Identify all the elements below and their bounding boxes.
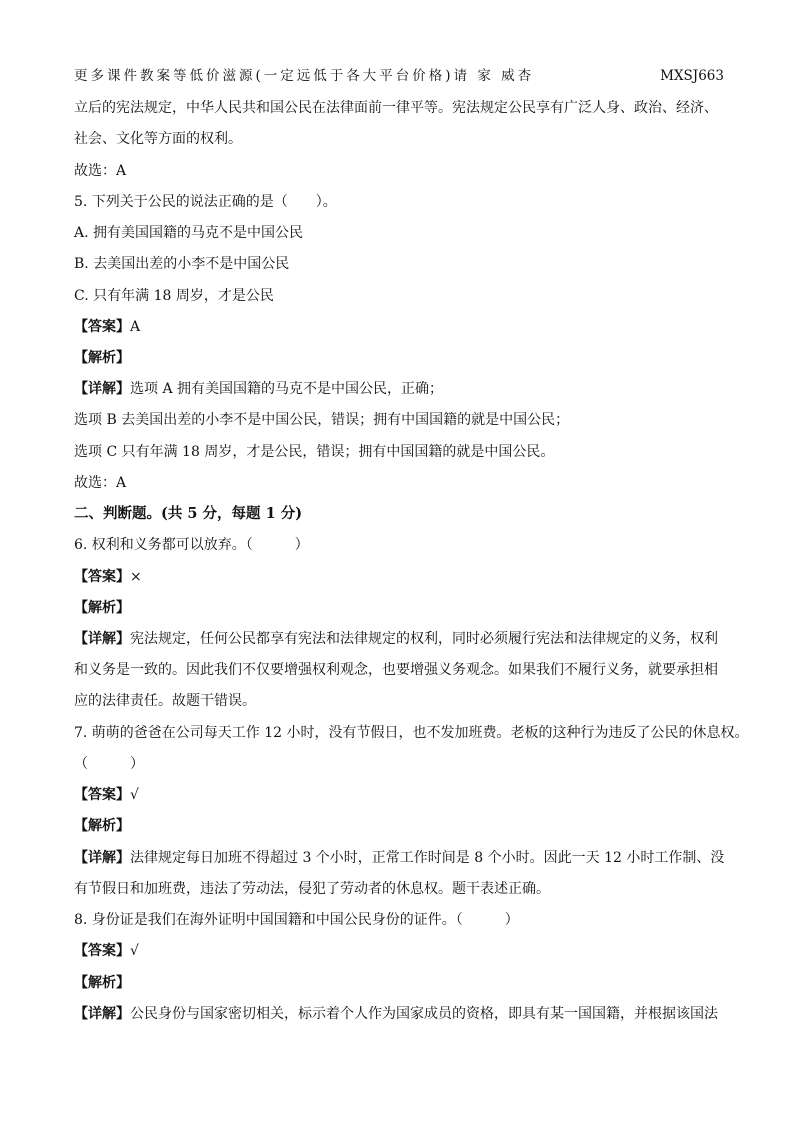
question-5: 5. 下列关于公民的说法正确的是（ ）。 (74, 194, 337, 210)
line-body: √ (130, 943, 139, 959)
text-line: 有节假日和加班费，违法了劳动法，侵犯了劳动者的休息权。题干表述正确。 (74, 881, 550, 897)
analysis-label (74, 598, 724, 618)
text-line: 立后的宪法规定，中华人民共和国公民在法律面前一律平等。宪法规定公民享有广泛人身、政治、经济、 (74, 100, 718, 116)
line-body: 法律规定每日加班不得超过 3 个小时，正常工作时间是 8 个小时。因此一天 12 小时工作制、没 (130, 850, 725, 866)
page-header (74, 66, 724, 86)
analysis-label (74, 973, 724, 993)
option-c: C. 只有年满 18 周岁，才是公民 (74, 288, 274, 304)
answer-label (74, 941, 724, 961)
text-line: 选项 B 去美国出差的小李不是中国公民，错误；拥有中国国籍的就是中国公民； (74, 412, 570, 428)
bracket-label: 【答案】 (74, 569, 130, 585)
question-6: 6. 权利和义务都可以放弃。（ ） (74, 537, 309, 553)
line-body: 公民身份与国家密切相关，标示着个人作为国家成员的资格，即具有某一国国籍，并根据该国法 (130, 1006, 718, 1022)
text-line: （ ） (74, 756, 144, 772)
bracket-label: 【答案】 (74, 319, 130, 335)
bracket-label: 【详解】 (74, 850, 130, 866)
analysis-label (74, 816, 724, 836)
line-body: 宪法规定，任何公民都享有宪法和法律规定的权利，同时必须履行宪法和法律规定的义务，权利 (130, 631, 718, 647)
answer-label (74, 785, 724, 805)
text-line: 社会、文化等方面的权利。 (74, 131, 242, 147)
bracket-label: 【答案】 (74, 787, 130, 803)
question-8: 8. 身份证是我们在海外证明中国国籍和中国公民身份的证件。（ ） (74, 912, 519, 928)
text-line: 应的法律责任。故题干错误。 (74, 693, 256, 709)
bracket-label: 【详解】 (74, 631, 130, 647)
header-code: MXSJ663 (660, 68, 724, 84)
text-line: 选项 C 只有年满 18 周岁，才是公民，错误；拥有中国国籍的就是中国公民。 (74, 444, 555, 460)
bracket-label: 【详解】 (74, 381, 130, 397)
question-7: 7. 萌萌的爸爸在公司每天工作 12 小时，没有节假日，也不发加班费。老板的这种行为违反了公民的休息权。 (74, 725, 749, 741)
text-line: 和义务是一致的。因此我们不仅要增强权利观念，也要增强义务观念。如果我们不履行义务，就要承担相 (74, 662, 718, 678)
bracket-label: 【详解】 (74, 1006, 130, 1022)
option-b: B. 去美国出差的小李不是中国公民 (74, 256, 290, 272)
detail-text (74, 629, 724, 649)
bracket-label: 【解析】 (74, 350, 130, 366)
answer-label (74, 317, 724, 337)
bracket-label: 【解析】 (74, 600, 130, 616)
line-body: A (130, 319, 141, 335)
detail-text (74, 848, 724, 868)
header-text: 更多课件教案等低价滋源(一定远低于各大平台价格)请 家 威杏 (74, 68, 535, 84)
bracket-label: 【答案】 (74, 943, 130, 959)
analysis-label (74, 348, 724, 368)
text-line: 故选：A (74, 163, 127, 179)
line-body: 选项 A 拥有美国国籍的马克不是中国公民，正确； (130, 381, 444, 397)
detail-text (74, 379, 724, 399)
text-line: 故选：A (74, 475, 127, 491)
detail-text (74, 1004, 724, 1024)
section-heading: 二、判断题。(共 5 分，每题 1 分) (74, 505, 303, 522)
line-body: √ (130, 787, 139, 803)
line-body: × (130, 569, 142, 585)
bracket-label: 【解析】 (74, 975, 130, 991)
bracket-label: 【解析】 (74, 818, 130, 834)
option-a: A. 拥有美国国籍的马克不是中国公民 (74, 225, 304, 241)
answer-label (74, 567, 724, 587)
